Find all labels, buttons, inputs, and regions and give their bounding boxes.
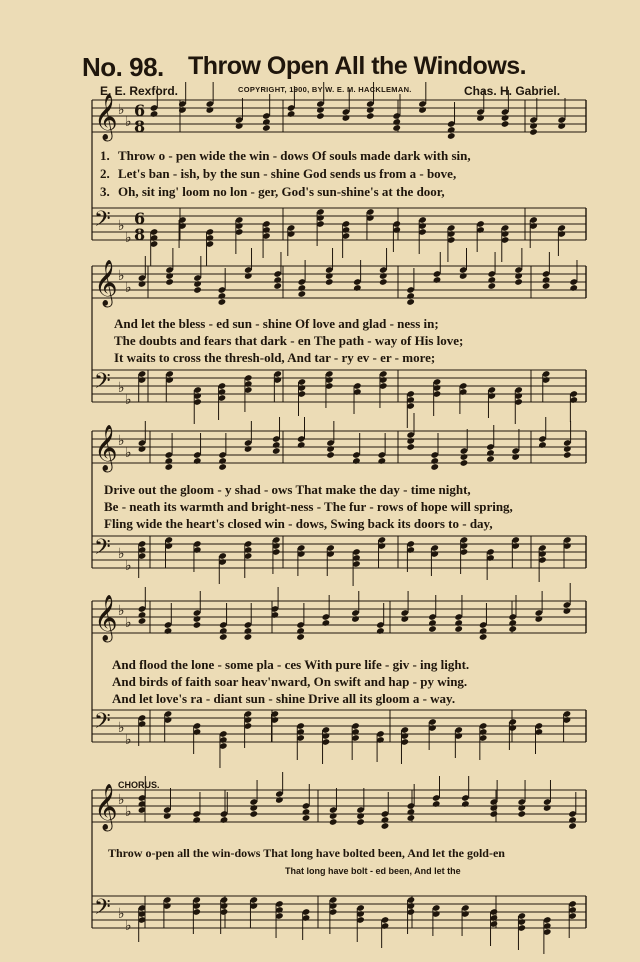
notehead	[379, 278, 388, 286]
flat-sign: ♭	[118, 433, 125, 449]
notehead	[490, 804, 499, 812]
notehead	[193, 457, 202, 465]
notehead	[542, 276, 551, 284]
notehead	[163, 812, 172, 820]
notehead	[538, 441, 547, 449]
bass-clef: 𝄢	[94, 709, 111, 739]
notehead	[272, 447, 281, 455]
lyric-line: The doubts and fears that dark - en The path - way of His love;	[114, 333, 464, 348]
notehead	[329, 812, 338, 820]
notehead	[218, 457, 227, 465]
notehead	[366, 112, 375, 120]
notehead	[486, 455, 495, 463]
notehead	[454, 625, 463, 633]
notehead	[275, 796, 284, 804]
lyric-line: Drive out the gloom - y shad - ows That make the day - time night,	[104, 482, 471, 497]
notehead	[244, 445, 253, 453]
notehead	[138, 445, 147, 453]
notehead	[514, 278, 523, 286]
notehead	[165, 272, 174, 280]
notehead	[356, 812, 365, 820]
time-signature: 6	[134, 101, 146, 120]
notehead	[543, 804, 552, 812]
notehead	[164, 627, 173, 635]
hymn-number: No. 98.	[82, 52, 164, 82]
bass-clef: 𝄢	[94, 895, 111, 925]
notehead	[563, 445, 572, 453]
treble-clef: 𝄞	[94, 260, 118, 306]
notehead	[218, 292, 227, 300]
notehead	[272, 441, 281, 449]
flat-sign: ♭	[125, 732, 132, 748]
notehead	[406, 292, 415, 300]
notehead	[351, 615, 360, 623]
notehead	[178, 106, 187, 114]
notehead	[392, 124, 401, 132]
notehead	[447, 126, 456, 134]
notehead	[220, 816, 229, 824]
notehead	[296, 633, 305, 641]
lyric-line: Throw o - pen wide the win - dows Of souls made dark with sin,	[118, 148, 471, 163]
lyric-line: Let's ban - ish, by the sun - shine God sends us from a - bove,	[118, 166, 457, 181]
time-signature: 8	[134, 117, 146, 136]
lyric-line: Fling wide the heart's closed win - dows, Swing back its doors to - day,	[104, 516, 493, 531]
notehead	[381, 822, 390, 830]
treble-clef: 𝄞	[94, 595, 118, 641]
notehead	[353, 284, 362, 292]
notehead	[164, 457, 173, 465]
notehead	[501, 114, 510, 122]
notehead	[428, 625, 437, 633]
copyright-notice: COPYRIGHT, 1900, BY W. E. M. HACKLEMAN.	[238, 85, 412, 94]
lyric-line: And birds of faith soar heav'nward, On swift and hap - py wing.	[112, 674, 468, 689]
notehead	[249, 804, 258, 812]
notehead	[476, 114, 485, 122]
notehead	[244, 272, 253, 280]
flat-sign: ♭	[125, 230, 132, 246]
notehead	[262, 124, 271, 132]
lyric-line: It waits to cross the thresh-old, And tar - ry ev - er - more;	[114, 350, 436, 365]
notehead	[138, 611, 147, 619]
notehead	[138, 617, 147, 625]
lyric-line: Be - neath its warmth and bright-ness - The fur - rows of hope will spring,	[104, 499, 513, 514]
treble-clef: 𝄞	[94, 94, 118, 140]
notehead	[206, 106, 215, 114]
notehead	[193, 621, 202, 629]
notehead	[406, 298, 415, 306]
notehead	[400, 615, 409, 623]
notehead	[352, 457, 361, 465]
notehead	[487, 276, 496, 284]
notehead	[297, 284, 306, 292]
notehead	[517, 804, 526, 812]
notehead	[563, 451, 572, 459]
notehead	[432, 800, 441, 808]
bass-clef: 𝄢	[94, 535, 111, 565]
notehead	[428, 619, 437, 627]
notehead	[486, 449, 495, 457]
time-signature: 6	[134, 209, 146, 228]
flat-sign: ♭	[125, 615, 132, 631]
notehead	[568, 822, 577, 830]
flat-sign: ♭	[125, 558, 132, 574]
notehead	[235, 122, 244, 130]
notehead	[302, 808, 311, 816]
notehead	[407, 814, 416, 822]
notehead	[262, 118, 271, 126]
notehead	[508, 619, 517, 627]
lyricist: E. E. Rexford.	[100, 84, 179, 98]
notehead	[529, 128, 538, 136]
notehead	[501, 120, 510, 128]
notehead	[433, 276, 442, 284]
notehead	[378, 457, 387, 465]
flat-sign: ♭	[118, 268, 125, 284]
notehead	[508, 625, 517, 633]
notehead	[297, 441, 306, 449]
notehead	[273, 276, 282, 284]
notehead	[326, 451, 335, 459]
notehead	[193, 280, 202, 288]
notehead	[381, 816, 390, 824]
notehead	[568, 816, 577, 824]
notehead	[514, 272, 523, 280]
lyric-line: And flood the lone - some pla - ces With pure life - giv - ing light.	[112, 657, 470, 672]
notehead	[164, 463, 173, 471]
notehead	[447, 132, 456, 140]
notehead	[218, 298, 227, 306]
flat-sign: ♭	[118, 603, 125, 619]
notehead	[192, 816, 201, 824]
notehead	[193, 286, 202, 294]
notehead	[487, 282, 496, 290]
notehead	[316, 106, 325, 114]
notehead	[392, 118, 401, 126]
notehead	[461, 800, 470, 808]
notehead	[406, 443, 415, 451]
notehead	[379, 272, 388, 280]
notehead	[356, 818, 365, 826]
notehead	[418, 106, 427, 114]
notehead	[342, 114, 351, 122]
notehead	[138, 280, 147, 288]
notehead	[479, 627, 488, 635]
notehead	[325, 272, 334, 280]
lyric-line: And let the bless - ed sun - shine Of love and glad - ness in;	[114, 316, 439, 331]
hymn-title: Throw Open All the Windows.	[188, 52, 527, 80]
notehead	[150, 110, 159, 118]
treble-clef: 𝄞	[94, 784, 118, 830]
notehead	[542, 282, 551, 290]
notehead	[316, 112, 325, 120]
notehead	[517, 810, 526, 818]
verse-num: 1.	[100, 148, 110, 163]
notehead	[430, 457, 439, 465]
notehead	[557, 122, 566, 130]
flat-sign: ♭	[118, 380, 125, 396]
notehead	[325, 278, 334, 286]
notehead	[193, 615, 202, 623]
lyric-line: Throw o-pen all the win-dows That long have bolted been, And let the gold-en	[108, 846, 505, 860]
notehead	[273, 282, 282, 290]
notehead	[165, 278, 174, 286]
lyric-line: Oh, sit ing' loom no lon - ger, God's sun-shine's at the door,	[118, 184, 445, 199]
flat-sign: ♭	[118, 720, 125, 736]
notehead	[297, 290, 306, 298]
flat-sign: ♭	[118, 792, 125, 808]
flat-sign: ♭	[118, 102, 125, 118]
flat-sign: ♭	[125, 445, 132, 461]
flat-sign: ♭	[125, 804, 132, 820]
flat-sign: ♭	[125, 918, 132, 934]
notehead	[326, 445, 335, 453]
notehead	[407, 808, 416, 816]
notehead	[322, 619, 331, 627]
flat-sign: ♭	[118, 218, 125, 234]
notehead	[460, 459, 469, 467]
notehead	[563, 607, 572, 615]
notehead	[376, 627, 385, 635]
notehead	[459, 272, 468, 280]
bass-clef: 𝄢	[94, 369, 111, 399]
notehead	[218, 463, 227, 471]
notehead	[296, 627, 305, 635]
notehead	[511, 453, 520, 461]
notehead	[329, 818, 338, 826]
notehead	[249, 810, 258, 818]
time-signature: 8	[134, 225, 146, 244]
notehead	[219, 627, 228, 635]
flat-sign: ♭	[118, 546, 125, 562]
notehead	[454, 619, 463, 627]
chorus-label: CHORUS.	[118, 780, 160, 790]
notehead	[244, 627, 253, 635]
notehead	[406, 437, 415, 445]
notehead	[569, 284, 578, 292]
flat-sign: ♭	[125, 114, 132, 130]
treble-clef: 𝄞	[94, 425, 118, 471]
flat-sign: ♭	[125, 392, 132, 408]
notehead	[535, 615, 544, 623]
bass-lyric-line: That long have bolt - ed been, And let the	[285, 866, 461, 876]
bass-clef: 𝄢	[94, 207, 111, 237]
notehead	[244, 633, 253, 641]
notehead	[460, 453, 469, 461]
composer: Chas. H. Gabriel.	[464, 84, 561, 98]
notehead	[529, 122, 538, 130]
lyric-line: And let love's ra - diant sun - shine Drive all its gloom a - way.	[112, 691, 456, 706]
notehead	[430, 463, 439, 471]
notehead	[302, 814, 311, 822]
notehead	[479, 633, 488, 641]
notehead	[490, 810, 499, 818]
notehead	[219, 633, 228, 641]
notehead	[287, 110, 296, 118]
flat-sign: ♭	[125, 280, 132, 296]
notehead	[366, 106, 375, 114]
verse-num: 3.	[100, 184, 110, 199]
flat-sign: ♭	[118, 906, 125, 922]
verse-num: 2.	[100, 166, 110, 181]
